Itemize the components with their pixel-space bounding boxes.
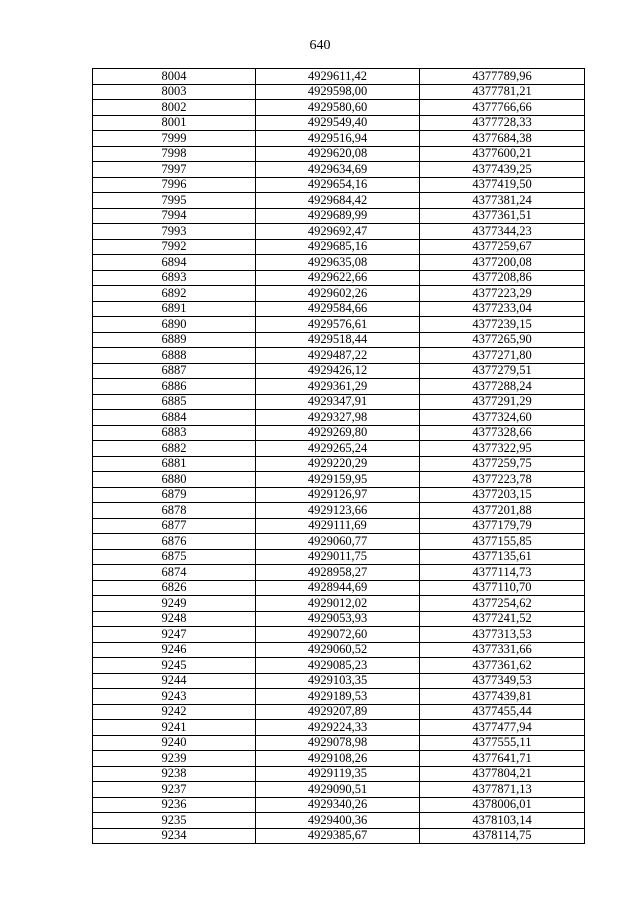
x-coordinate-cell: 4929598,00 bbox=[256, 84, 420, 100]
table-row bbox=[93, 813, 585, 829]
point-number-cell: 6876 bbox=[93, 534, 256, 550]
x-coordinate-cell: 4929487,22 bbox=[256, 348, 420, 364]
coordinates-table bbox=[92, 68, 585, 844]
point-number-cell: 6886 bbox=[93, 379, 256, 395]
y-coordinate-cell: 4377361,62 bbox=[420, 658, 585, 674]
table-row bbox=[93, 487, 585, 503]
x-coordinate-cell: 4929327,98 bbox=[256, 410, 420, 426]
table-row bbox=[93, 580, 585, 596]
y-coordinate-cell: 4377555,11 bbox=[420, 735, 585, 751]
x-coordinate-cell: 4929123,66 bbox=[256, 503, 420, 519]
y-coordinate-cell: 4377439,25 bbox=[420, 162, 585, 178]
y-coordinate-cell: 4377781,21 bbox=[420, 84, 585, 100]
point-number-cell: 9243 bbox=[93, 689, 256, 705]
x-coordinate-cell: 4929576,61 bbox=[256, 317, 420, 333]
y-coordinate-cell: 4377804,21 bbox=[420, 766, 585, 782]
y-coordinate-cell: 4377155,85 bbox=[420, 534, 585, 550]
table-row bbox=[93, 534, 585, 550]
point-number-cell: 9239 bbox=[93, 751, 256, 767]
point-number-cell: 7992 bbox=[93, 239, 256, 255]
table-row bbox=[93, 503, 585, 519]
x-coordinate-cell: 4929580,60 bbox=[256, 100, 420, 116]
point-number-cell: 8003 bbox=[93, 84, 256, 100]
table-row bbox=[93, 131, 585, 147]
x-coordinate-cell: 4929108,26 bbox=[256, 751, 420, 767]
x-coordinate-cell: 4929602,26 bbox=[256, 286, 420, 302]
x-coordinate-cell: 4929085,23 bbox=[256, 658, 420, 674]
y-coordinate-cell: 4377208,86 bbox=[420, 270, 585, 286]
y-coordinate-cell: 4377477,94 bbox=[420, 720, 585, 736]
y-coordinate-cell: 4377324,60 bbox=[420, 410, 585, 426]
point-number-cell: 9249 bbox=[93, 596, 256, 612]
x-coordinate-cell: 4929111,69 bbox=[256, 518, 420, 534]
y-coordinate-cell: 4377201,88 bbox=[420, 503, 585, 519]
point-number-cell: 7993 bbox=[93, 224, 256, 240]
table-row bbox=[93, 828, 585, 844]
y-coordinate-cell: 4377344,23 bbox=[420, 224, 585, 240]
x-coordinate-cell: 4929634,69 bbox=[256, 162, 420, 178]
table-row bbox=[93, 704, 585, 720]
y-coordinate-cell: 4378114,75 bbox=[420, 828, 585, 844]
point-number-cell: 6894 bbox=[93, 255, 256, 271]
x-coordinate-cell: 4929011,75 bbox=[256, 549, 420, 565]
y-coordinate-cell: 4378006,01 bbox=[420, 797, 585, 813]
y-coordinate-cell: 4377135,61 bbox=[420, 549, 585, 565]
y-coordinate-cell: 4377233,04 bbox=[420, 301, 585, 317]
table-row bbox=[93, 100, 585, 116]
table-row bbox=[93, 255, 585, 271]
x-coordinate-cell: 4929207,89 bbox=[256, 704, 420, 720]
table-row bbox=[93, 301, 585, 317]
table-row bbox=[93, 332, 585, 348]
table-row bbox=[93, 565, 585, 581]
point-number-cell: 7996 bbox=[93, 177, 256, 193]
x-coordinate-cell: 4929385,67 bbox=[256, 828, 420, 844]
point-number-cell: 6877 bbox=[93, 518, 256, 534]
table-row bbox=[93, 549, 585, 565]
x-coordinate-cell: 4929654,16 bbox=[256, 177, 420, 193]
y-coordinate-cell: 4377684,38 bbox=[420, 131, 585, 147]
y-coordinate-cell: 4377259,75 bbox=[420, 456, 585, 472]
point-number-cell: 9238 bbox=[93, 766, 256, 782]
x-coordinate-cell: 4929622,66 bbox=[256, 270, 420, 286]
point-number-cell: 7999 bbox=[93, 131, 256, 147]
point-number-cell: 6890 bbox=[93, 317, 256, 333]
table-row bbox=[93, 720, 585, 736]
x-coordinate-cell: 4929072,60 bbox=[256, 627, 420, 643]
point-number-cell: 8001 bbox=[93, 115, 256, 131]
table-row bbox=[93, 410, 585, 426]
x-coordinate-cell: 4929620,08 bbox=[256, 146, 420, 162]
table-row bbox=[93, 363, 585, 379]
x-coordinate-cell: 4929189,53 bbox=[256, 689, 420, 705]
point-number-cell: 8004 bbox=[93, 69, 256, 85]
x-coordinate-cell: 4929518,44 bbox=[256, 332, 420, 348]
y-coordinate-cell: 4377322,95 bbox=[420, 441, 585, 457]
y-coordinate-cell: 4377439,81 bbox=[420, 689, 585, 705]
y-coordinate-cell: 4377328,66 bbox=[420, 425, 585, 441]
point-number-cell: 6889 bbox=[93, 332, 256, 348]
table-row bbox=[93, 441, 585, 457]
y-coordinate-cell: 4378103,14 bbox=[420, 813, 585, 829]
point-number-cell: 6892 bbox=[93, 286, 256, 302]
table-row bbox=[93, 162, 585, 178]
x-coordinate-cell: 4928958,27 bbox=[256, 565, 420, 581]
y-coordinate-cell: 4377223,78 bbox=[420, 472, 585, 488]
point-number-cell: 6874 bbox=[93, 565, 256, 581]
point-number-cell: 9235 bbox=[93, 813, 256, 829]
table-row bbox=[93, 518, 585, 534]
x-coordinate-cell: 4929635,08 bbox=[256, 255, 420, 271]
point-number-cell: 9247 bbox=[93, 627, 256, 643]
point-number-cell: 9245 bbox=[93, 658, 256, 674]
x-coordinate-cell: 4929584,66 bbox=[256, 301, 420, 317]
y-coordinate-cell: 4377331,66 bbox=[420, 642, 585, 658]
table-row bbox=[93, 425, 585, 441]
point-number-cell: 9237 bbox=[93, 782, 256, 798]
y-coordinate-cell: 4377455,44 bbox=[420, 704, 585, 720]
y-coordinate-cell: 4377259,67 bbox=[420, 239, 585, 255]
y-coordinate-cell: 4377728,33 bbox=[420, 115, 585, 131]
y-coordinate-cell: 4377203,15 bbox=[420, 487, 585, 503]
y-coordinate-cell: 4377381,24 bbox=[420, 193, 585, 209]
table-row bbox=[93, 69, 585, 85]
table-row bbox=[93, 596, 585, 612]
table-row bbox=[93, 642, 585, 658]
x-coordinate-cell: 4929347,91 bbox=[256, 394, 420, 410]
table-row bbox=[93, 348, 585, 364]
point-number-cell: 9242 bbox=[93, 704, 256, 720]
point-number-cell: 6880 bbox=[93, 472, 256, 488]
x-coordinate-cell: 4929103,35 bbox=[256, 673, 420, 689]
point-number-cell: 6881 bbox=[93, 456, 256, 472]
table-row bbox=[93, 224, 585, 240]
x-coordinate-cell: 4929400,36 bbox=[256, 813, 420, 829]
table-row bbox=[93, 115, 585, 131]
table-row bbox=[93, 146, 585, 162]
y-coordinate-cell: 4377349,53 bbox=[420, 673, 585, 689]
x-coordinate-cell: 4929692,47 bbox=[256, 224, 420, 240]
x-coordinate-cell: 4929269,80 bbox=[256, 425, 420, 441]
x-coordinate-cell: 4929684,42 bbox=[256, 193, 420, 209]
point-number-cell: 7997 bbox=[93, 162, 256, 178]
table-row bbox=[93, 193, 585, 209]
table-row bbox=[93, 84, 585, 100]
table-row bbox=[93, 611, 585, 627]
y-coordinate-cell: 4377789,96 bbox=[420, 69, 585, 85]
table-row bbox=[93, 782, 585, 798]
x-coordinate-cell: 4929159,95 bbox=[256, 472, 420, 488]
y-coordinate-cell: 4377279,51 bbox=[420, 363, 585, 379]
point-number-cell: 8002 bbox=[93, 100, 256, 116]
x-coordinate-cell: 4929516,94 bbox=[256, 131, 420, 147]
point-number-cell: 7994 bbox=[93, 208, 256, 224]
point-number-cell: 9234 bbox=[93, 828, 256, 844]
x-coordinate-cell: 4929012,02 bbox=[256, 596, 420, 612]
point-number-cell: 9244 bbox=[93, 673, 256, 689]
x-coordinate-cell: 4929053,93 bbox=[256, 611, 420, 627]
point-number-cell: 6887 bbox=[93, 363, 256, 379]
coordinates-table-body bbox=[93, 69, 585, 844]
y-coordinate-cell: 4377641,71 bbox=[420, 751, 585, 767]
point-number-cell: 7995 bbox=[93, 193, 256, 209]
point-number-cell: 6879 bbox=[93, 487, 256, 503]
x-coordinate-cell: 4929126,97 bbox=[256, 487, 420, 503]
point-number-cell: 6875 bbox=[93, 549, 256, 565]
x-coordinate-cell: 4929119,35 bbox=[256, 766, 420, 782]
y-coordinate-cell: 4377419,50 bbox=[420, 177, 585, 193]
point-number-cell: 6883 bbox=[93, 425, 256, 441]
x-coordinate-cell: 4929078,98 bbox=[256, 735, 420, 751]
y-coordinate-cell: 4377271,80 bbox=[420, 348, 585, 364]
point-number-cell: 9240 bbox=[93, 735, 256, 751]
x-coordinate-cell: 4929060,52 bbox=[256, 642, 420, 658]
point-number-cell: 9241 bbox=[93, 720, 256, 736]
y-coordinate-cell: 4377241,52 bbox=[420, 611, 585, 627]
x-coordinate-cell: 4929689,99 bbox=[256, 208, 420, 224]
point-number-cell: 9246 bbox=[93, 642, 256, 658]
x-coordinate-cell: 4929220,29 bbox=[256, 456, 420, 472]
y-coordinate-cell: 4377766,66 bbox=[420, 100, 585, 116]
y-coordinate-cell: 4377265,90 bbox=[420, 332, 585, 348]
point-number-cell: 9236 bbox=[93, 797, 256, 813]
x-coordinate-cell: 4929549,40 bbox=[256, 115, 420, 131]
table-row bbox=[93, 379, 585, 395]
y-coordinate-cell: 4377291,29 bbox=[420, 394, 585, 410]
y-coordinate-cell: 4377313,53 bbox=[420, 627, 585, 643]
point-number-cell: 7998 bbox=[93, 146, 256, 162]
y-coordinate-cell: 4377223,29 bbox=[420, 286, 585, 302]
x-coordinate-cell: 4929611,42 bbox=[256, 69, 420, 85]
y-coordinate-cell: 4377361,51 bbox=[420, 208, 585, 224]
point-number-cell: 6891 bbox=[93, 301, 256, 317]
point-number-cell: 6878 bbox=[93, 503, 256, 519]
x-coordinate-cell: 4929340,26 bbox=[256, 797, 420, 813]
y-coordinate-cell: 4377871,13 bbox=[420, 782, 585, 798]
y-coordinate-cell: 4377110,70 bbox=[420, 580, 585, 596]
x-coordinate-cell: 4929060,77 bbox=[256, 534, 420, 550]
point-number-cell: 9248 bbox=[93, 611, 256, 627]
x-coordinate-cell: 4929265,24 bbox=[256, 441, 420, 457]
y-coordinate-cell: 4377288,24 bbox=[420, 379, 585, 395]
y-coordinate-cell: 4377239,15 bbox=[420, 317, 585, 333]
table-row bbox=[93, 472, 585, 488]
x-coordinate-cell: 4929685,16 bbox=[256, 239, 420, 255]
y-coordinate-cell: 4377179,79 bbox=[420, 518, 585, 534]
table-row bbox=[93, 317, 585, 333]
x-coordinate-cell: 4929090,51 bbox=[256, 782, 420, 798]
point-number-cell: 6893 bbox=[93, 270, 256, 286]
table-row bbox=[93, 797, 585, 813]
point-number-cell: 6884 bbox=[93, 410, 256, 426]
y-coordinate-cell: 4377114,73 bbox=[420, 565, 585, 581]
table-row bbox=[93, 394, 585, 410]
table-row bbox=[93, 177, 585, 193]
table-row bbox=[93, 627, 585, 643]
point-number-cell: 6882 bbox=[93, 441, 256, 457]
table-row bbox=[93, 673, 585, 689]
point-number-cell: 6888 bbox=[93, 348, 256, 364]
table-row bbox=[93, 658, 585, 674]
table-row bbox=[93, 270, 585, 286]
y-coordinate-cell: 4377200,08 bbox=[420, 255, 585, 271]
x-coordinate-cell: 4929426,12 bbox=[256, 363, 420, 379]
table-row bbox=[93, 751, 585, 767]
table-row bbox=[93, 766, 585, 782]
point-number-cell: 6885 bbox=[93, 394, 256, 410]
y-coordinate-cell: 4377600,21 bbox=[420, 146, 585, 162]
page-number: 640 bbox=[309, 38, 331, 53]
table-row bbox=[93, 456, 585, 472]
x-coordinate-cell: 4928944,69 bbox=[256, 580, 420, 596]
table-row bbox=[93, 735, 585, 751]
y-coordinate-cell: 4377254,62 bbox=[420, 596, 585, 612]
x-coordinate-cell: 4929361,29 bbox=[256, 379, 420, 395]
table-row bbox=[93, 208, 585, 224]
point-number-cell: 6826 bbox=[93, 580, 256, 596]
table-row bbox=[93, 689, 585, 705]
x-coordinate-cell: 4929224,33 bbox=[256, 720, 420, 736]
table-row bbox=[93, 286, 585, 302]
table-row bbox=[93, 239, 585, 255]
